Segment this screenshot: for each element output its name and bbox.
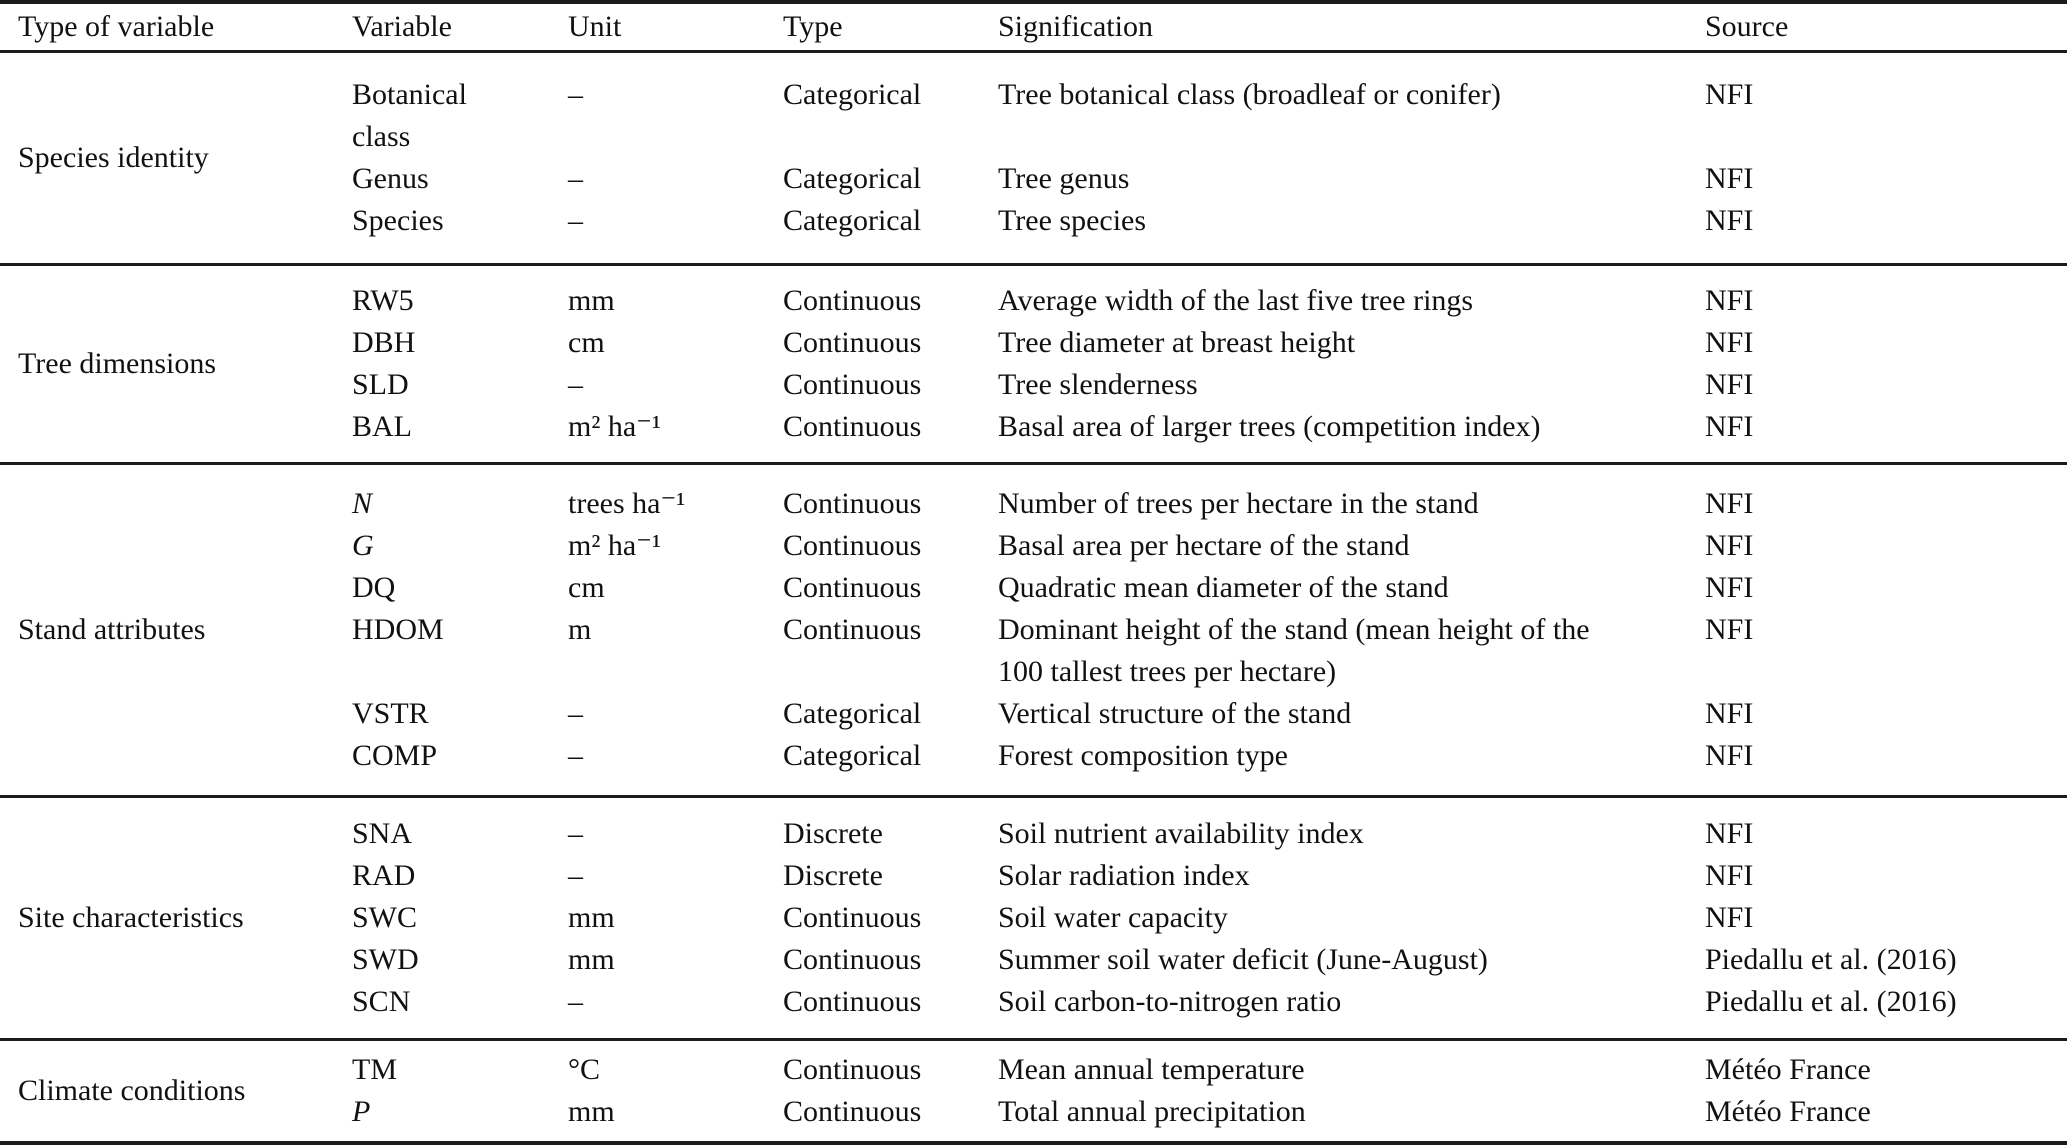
table-row xyxy=(352,855,2067,897)
group-label: Tree dimensions xyxy=(18,347,217,380)
cell-type: Continuous xyxy=(783,487,922,520)
cell-unit: cm xyxy=(568,326,605,359)
cell-type: Continuous xyxy=(783,284,922,317)
cell-unit: – xyxy=(568,817,583,850)
cell-unit: cm xyxy=(568,571,605,604)
cell-signification: Soil water capacity xyxy=(998,901,1228,934)
cell-source: NFI xyxy=(1705,487,1754,520)
table-row xyxy=(352,813,2067,855)
cell-variable: RW5 xyxy=(352,284,414,317)
table-row xyxy=(352,364,2067,406)
cell-source: Piedallu et al. (2016) xyxy=(1705,943,1957,976)
cell-signification: Dominant height of the stand (mean height of the 100 tallest trees per hectare) xyxy=(998,613,1590,688)
cell-unit: – xyxy=(568,78,583,111)
cell-source: NFI xyxy=(1705,368,1754,401)
cell-source: Météo France xyxy=(1705,1095,1871,1128)
cell-variable: Botanical class xyxy=(352,78,467,153)
group-stand-attributes xyxy=(0,465,2067,798)
table-header xyxy=(0,4,2067,53)
table-row xyxy=(352,567,2067,609)
group-label: Stand attributes xyxy=(18,613,206,646)
cell-signification: Tree species xyxy=(998,204,1147,237)
cell-variable: SWD xyxy=(352,943,419,976)
cell-variable: G xyxy=(352,529,374,562)
column-header-source: Source xyxy=(1705,10,1789,43)
column-header-variable: Variable xyxy=(352,10,452,43)
cell-signification: Tree diameter at breast height xyxy=(998,326,1356,359)
cell-source: NFI xyxy=(1705,739,1754,772)
cell-source: NFI xyxy=(1705,859,1754,892)
cell-signification: Tree genus xyxy=(998,162,1130,195)
cell-variable: BAL xyxy=(352,410,412,443)
cell-unit: mm xyxy=(568,1095,615,1128)
cell-source: NFI xyxy=(1705,901,1754,934)
cell-variable: N xyxy=(352,487,373,520)
cell-unit: mm xyxy=(568,901,615,934)
column-header-signification: Signification xyxy=(998,10,1153,43)
cell-source: NFI xyxy=(1705,326,1754,359)
cell-type: Continuous xyxy=(783,943,922,976)
cell-type: Categorical xyxy=(783,78,922,111)
table-row xyxy=(352,483,2067,525)
cell-type: Continuous xyxy=(783,1053,922,1086)
group-rows xyxy=(352,798,2067,1038)
table-row xyxy=(352,693,2067,735)
group-label: Climate conditions xyxy=(18,1074,246,1107)
cell-signification: Soil nutrient availability index xyxy=(998,817,1364,850)
cell-signification: Forest composition type xyxy=(998,739,1288,772)
cell-source: NFI xyxy=(1705,817,1754,850)
cell-unit: – xyxy=(568,204,583,237)
cell-unit: – xyxy=(568,368,583,401)
group-label: Site characteristics xyxy=(18,901,244,934)
cell-type: Continuous xyxy=(783,901,922,934)
cell-signification: Solar radiation index xyxy=(998,859,1250,892)
cell-variable: DQ xyxy=(352,571,396,604)
cell-type: Discrete xyxy=(783,859,883,892)
group-climate-conditions xyxy=(0,1041,2067,1145)
cell-variable: Genus xyxy=(352,162,429,195)
cell-source: Piedallu et al. (2016) xyxy=(1705,985,1957,1018)
cell-unit: – xyxy=(568,697,583,730)
table-row xyxy=(352,322,2067,364)
cell-source: NFI xyxy=(1705,78,1754,111)
cell-variable: COMP xyxy=(352,739,438,772)
cell-signification: Average width of the last five tree rings xyxy=(998,284,1474,317)
cell-source: NFI xyxy=(1705,284,1754,317)
cell-variable: SNA xyxy=(352,817,413,850)
cell-source: NFI xyxy=(1705,529,1754,562)
cell-type: Continuous xyxy=(783,985,922,1018)
cell-unit: – xyxy=(568,162,583,195)
cell-signification: Basal area of larger trees (competition index) xyxy=(998,410,1541,443)
table-row xyxy=(352,158,2067,200)
group-rows xyxy=(352,53,2067,263)
cell-variable: SWC xyxy=(352,901,418,934)
cell-unit: m² ha⁻¹ xyxy=(568,529,661,562)
group-tree-dimensions xyxy=(0,266,2067,465)
cell-source: Météo France xyxy=(1705,1053,1871,1086)
cell-type: Continuous xyxy=(783,571,922,604)
cell-unit: – xyxy=(568,985,583,1018)
cell-unit: – xyxy=(568,739,583,772)
cell-signification: Mean annual temperature xyxy=(998,1053,1305,1086)
cell-source: NFI xyxy=(1705,571,1754,604)
cell-variable: SLD xyxy=(352,368,409,401)
cell-variable: Species xyxy=(352,204,444,237)
cell-signification: Tree botanical class (broadleaf or conifer) xyxy=(998,78,1501,111)
cell-signification: Summer soil water deficit (June-August) xyxy=(998,943,1488,976)
cell-source: NFI xyxy=(1705,162,1754,195)
cell-source: NFI xyxy=(1705,204,1754,237)
cell-type: Continuous xyxy=(783,410,922,443)
table-row xyxy=(352,1049,2067,1091)
cell-variable: VSTR xyxy=(352,697,429,730)
cell-type: Continuous xyxy=(783,326,922,359)
cell-unit: mm xyxy=(568,284,615,317)
table-row xyxy=(352,735,2067,777)
table-row xyxy=(352,280,2067,322)
cell-signification: Tree slenderness xyxy=(998,368,1198,401)
cell-type: Continuous xyxy=(783,1095,922,1128)
cell-variable: RAD xyxy=(352,859,416,892)
cell-signification: Soil carbon-to-nitrogen ratio xyxy=(998,985,1342,1018)
cell-variable: HDOM xyxy=(352,613,444,646)
cell-type: Categorical xyxy=(783,739,922,772)
cell-type: Discrete xyxy=(783,817,883,850)
cell-source: NFI xyxy=(1705,410,1754,443)
cell-unit: – xyxy=(568,859,583,892)
table-row xyxy=(352,609,2067,693)
cell-signification: Basal area per hectare of the stand xyxy=(998,529,1410,562)
cell-signification: Number of trees per hectare in the stand xyxy=(998,487,1479,520)
cell-unit: mm xyxy=(568,943,615,976)
cell-unit: trees ha⁻¹ xyxy=(568,487,686,520)
group-rows xyxy=(352,465,2067,795)
table-row xyxy=(352,200,2067,242)
column-header-type-of-variable: Type of variable xyxy=(18,10,215,43)
table-row xyxy=(352,74,2067,158)
cell-source: NFI xyxy=(1705,697,1754,730)
cell-type: Categorical xyxy=(783,697,922,730)
cell-signification: Total annual precipitation xyxy=(998,1095,1306,1128)
cell-type: Continuous xyxy=(783,613,922,646)
cell-type: Categorical xyxy=(783,162,922,195)
cell-signification: Vertical structure of the stand xyxy=(998,697,1352,730)
group-species-identity xyxy=(0,53,2067,266)
cell-signification: Quadratic mean diameter of the stand xyxy=(998,571,1449,604)
table-row xyxy=(352,981,2067,1023)
table-row xyxy=(352,406,2067,448)
column-header-type: Type xyxy=(783,10,843,43)
cell-type: Categorical xyxy=(783,204,922,237)
cell-unit: m² ha⁻¹ xyxy=(568,410,661,443)
group-rows xyxy=(352,1041,2067,1141)
cell-unit: °C xyxy=(568,1053,601,1086)
group-label: Species identity xyxy=(18,141,209,174)
table-row xyxy=(352,1091,2067,1133)
cell-variable: SCN xyxy=(352,985,411,1018)
cell-variable: DBH xyxy=(352,326,416,359)
table-row xyxy=(352,897,2067,939)
cell-unit: m xyxy=(568,613,592,646)
cell-source: NFI xyxy=(1705,613,1754,646)
group-site-characteristics xyxy=(0,798,2067,1041)
table-row xyxy=(352,525,2067,567)
cell-type: Continuous xyxy=(783,529,922,562)
group-rows xyxy=(352,266,2067,462)
table-row xyxy=(352,939,2067,981)
column-header-unit: Unit xyxy=(568,10,622,43)
cell-variable: P xyxy=(352,1095,371,1128)
cell-type: Continuous xyxy=(783,368,922,401)
cell-variable: TM xyxy=(352,1053,397,1086)
